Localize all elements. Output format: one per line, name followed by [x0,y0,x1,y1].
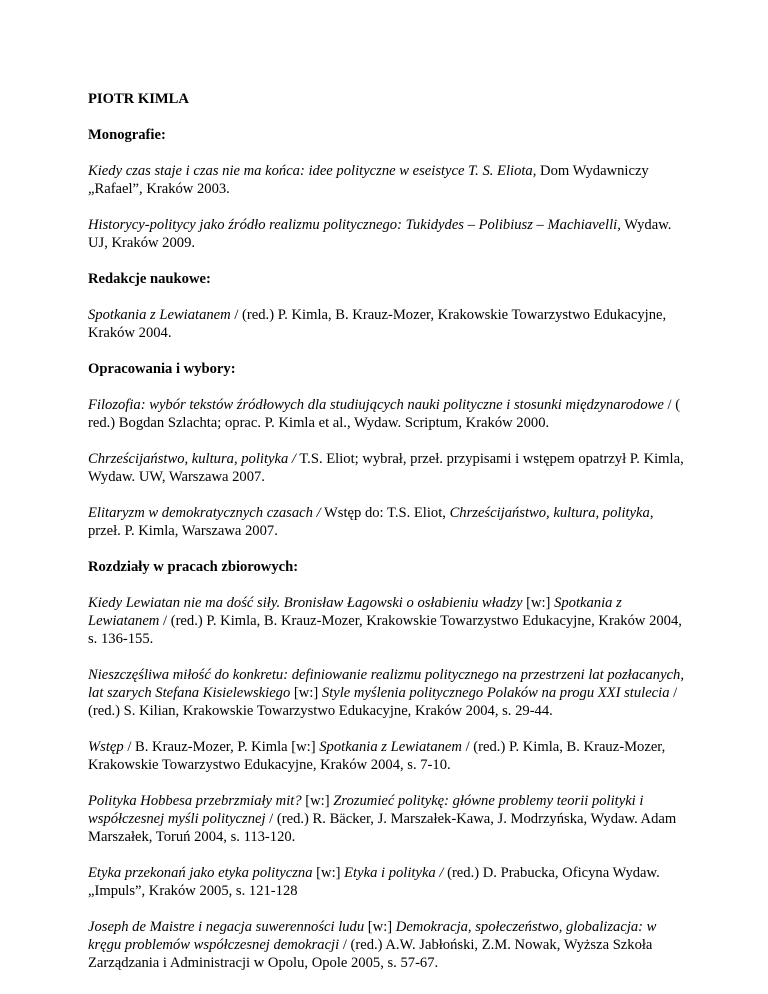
entry-title-text: Etyka przekonań jako etyka polityczna [88,865,313,881]
entry-text: Dom Wydawniczy „Rafael”, Kraków 2003. [88,163,649,197]
entry-title-text: Kiedy czas staje i czas nie ma końca: idee polityczne w eseistyce T. S. Eliota, [88,163,537,179]
section-heading: Opracowania i wybory: [88,361,236,377]
section-heading: Rozdziały w pracach zbiorowych: [88,559,299,575]
entry-text: [w:] [312,865,345,881]
entry-text: , Wydaw. UJ, Kraków 2009. [88,217,672,251]
entry-title-text: Chrześcijaństwo, kultura, polityka [449,505,650,521]
entry-title-text: Kiedy Lewiatan nie ma dość siły. Bronisław Łagowski o osłabieniu władzy [88,595,523,611]
bibliography-entry [88,504,688,540]
entry-text: [w:] [364,919,396,935]
entry-title-text: Historycy-politycy jako źródło realizmu politycznego: Tukidydes – Polibiusz – Machiavelli [88,217,618,233]
entry-text: , przeł. P. Kimla, Warszawa 2007. [88,505,654,539]
entry-text: / ( red.) Bogdan Szlachta; oprac. P. Kimla et al., Wydaw. Scriptum, Kraków 2000. [88,397,681,431]
author-name: PIOTR KIMLA [88,91,189,107]
sections [88,126,688,972]
entry-text: [w:] [522,595,555,611]
entry-text: Wstęp do: T.S. Eliot, [320,505,450,521]
bibliography-entry [88,738,688,774]
entry-text: / B. Krauz-Mozer, P. Kimla [w:] [123,739,320,755]
entry-title-text: Zrozumieć politykę: główne problemy teorii polityki i współczesnej myśli politycznej [88,793,644,827]
bibliography-entry [88,162,688,198]
bibliography-entry [88,450,688,486]
entry-title-text: Nieszczęśliwa miłość do konkretu: definiowanie realizmu politycznego na przestrzeni lat pozłacanych, lat szarych Stefana Kisielewskiego [88,667,684,701]
entry-title-text: Filozofia: wybór tekstów źródłowych dla studiujących nauki polityczne i stosunki międzynarodowe [88,397,664,413]
entry-text: / (red.) S. Kilian, Krakowskie Towarzystwo Edukacyjne, Kraków 2004, s. 29-44. [88,685,678,719]
entry-title-text: Joseph de Maistre i negacja suwerenności ludu [88,919,365,935]
entry-title-text: Spotkania z Lewiatanem [88,595,622,629]
entry-text: / (red.) P. Kimla, B. Krauz-Mozer, Krakowskie Towarzystwo Edukacyjne, Kraków 2004, s. 136-155. [88,613,682,647]
bibliography-entry [88,918,688,972]
bibliography-entry [88,396,688,432]
entry-text: / (red.) R. Bäcker, J. Marszałek-Kawa, J. Modrzyńska, Wydaw. Adam Marszałek, Toruń 2004, s. 113-120. [88,811,677,845]
bibliography-entry [88,792,688,846]
section-heading: Redakcje naukowe: [88,271,211,287]
entry-text: / (red.) A.W. Jabłoński, Z.M. Nowak, Wyższa Szkoła Zarządzania i Administracji w Opolu, Opole 2005, s. 57-67. [88,937,653,971]
document-page [88,90,688,990]
section-heading: Monografie: [88,127,166,143]
entry-text: T.S. Eliot; wybrał, przeł. przypisami i wstępem opatrzył P. Kimla, Wydaw. UW, Warszawa 2007. [88,451,684,485]
bibliography-entry [88,594,688,648]
entry-text: [w:] [301,793,334,809]
entry-text: / (red.) P. Kimla, B. Krauz-Mozer, Krakowskie Towarzystwo Edukacyjne, Kraków 2004, s. 7-10. [88,739,666,773]
entry-title-text: Demokracja, społeczeństwo, globalizacja: w kręgu problemów współczesnej demokracji [88,919,657,953]
entry-text: [w:] [290,685,322,701]
bibliography-entry [88,306,688,342]
entry-title-text: Style myślenia politycznego Polaków na progu XXI stulecia [321,685,670,701]
entry-text: / (red.) P. Kimla, B. Krauz-Mozer, Krakowskie Towarzystwo Edukacyjne, Kraków 2004. [88,307,667,341]
entry-title-text: Etyka i polityka / [344,865,444,881]
bibliography-entry [88,216,688,252]
entry-title-text: Wstęp [88,739,124,755]
entry-title-text: Spotkania z Lewiatanem [88,307,231,323]
bibliography-entry [88,864,688,900]
entry-title-text: Spotkania z Lewiatanem [319,739,462,755]
entry-title-text: Elitaryzm w demokratycznych czasach / [88,505,321,521]
entry-title-text: Chrześcijaństwo, kultura, polityka / [88,451,296,467]
entry-text: (red.) D. Prabucka, Oficyna Wydaw. „Impuls”, Kraków 2005, s. 121-128 [88,865,660,899]
entry-title-text: Polityka Hobbesa przebrzmiały mit? [88,793,302,809]
bibliography-entry [88,666,688,720]
